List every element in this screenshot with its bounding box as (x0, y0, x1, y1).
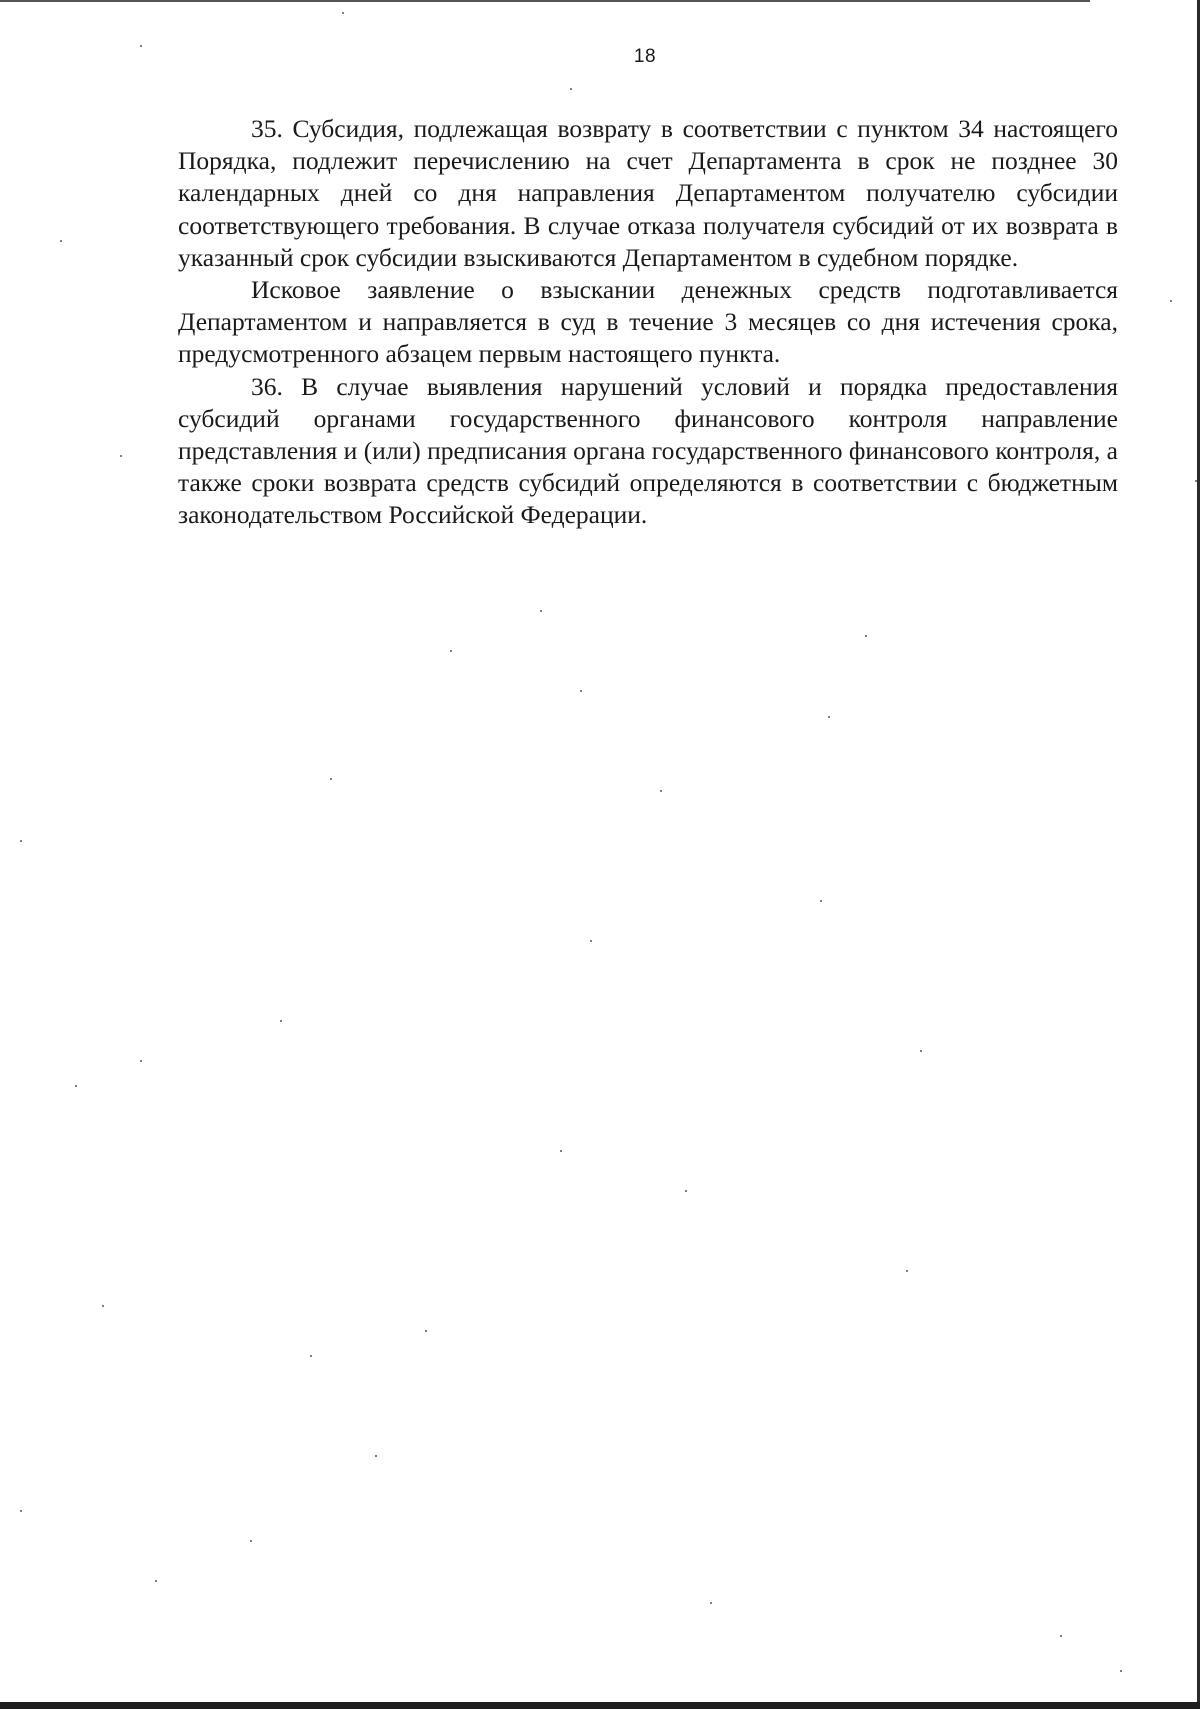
paragraph-claim: Исковое заявление о взыскании денежных средств подготавливается Департаментом и направляется в суд в течение 3 месяцев со дня истечения срока, предусмотренного абзацем первым настоящего пункта. (178, 275, 1118, 369)
scan-border-bottom (0, 1702, 1200, 1709)
scan-border-top (0, 0, 1090, 2)
page-number: 18 (633, 46, 657, 67)
paragraph-35: 35. Субсидия, подлежащая возврату в соответствии с пунктом 34 настоящего Порядка, подлежит перечислению на счет Департамента в срок не позднее 30 календарных дней со дня направления Департаментом получателю субсидии соответствующего требования. В случае отказа получателя субсидий от их возврата в указанный срок субсидии взыскиваются Департаментом в судебном порядке. (178, 114, 1118, 272)
document-body (178, 113, 1118, 532)
paragraph-36: 36. В случае выявления нарушений условий и порядка предоставления субсидий органами государственного финансового контроля направление представления и (или) предписания органа государственного финансового контроля, а также сроки возврата средств субсидий определяются в соответствии с бюджетным законодательством Российской Федерации. (178, 371, 1118, 530)
